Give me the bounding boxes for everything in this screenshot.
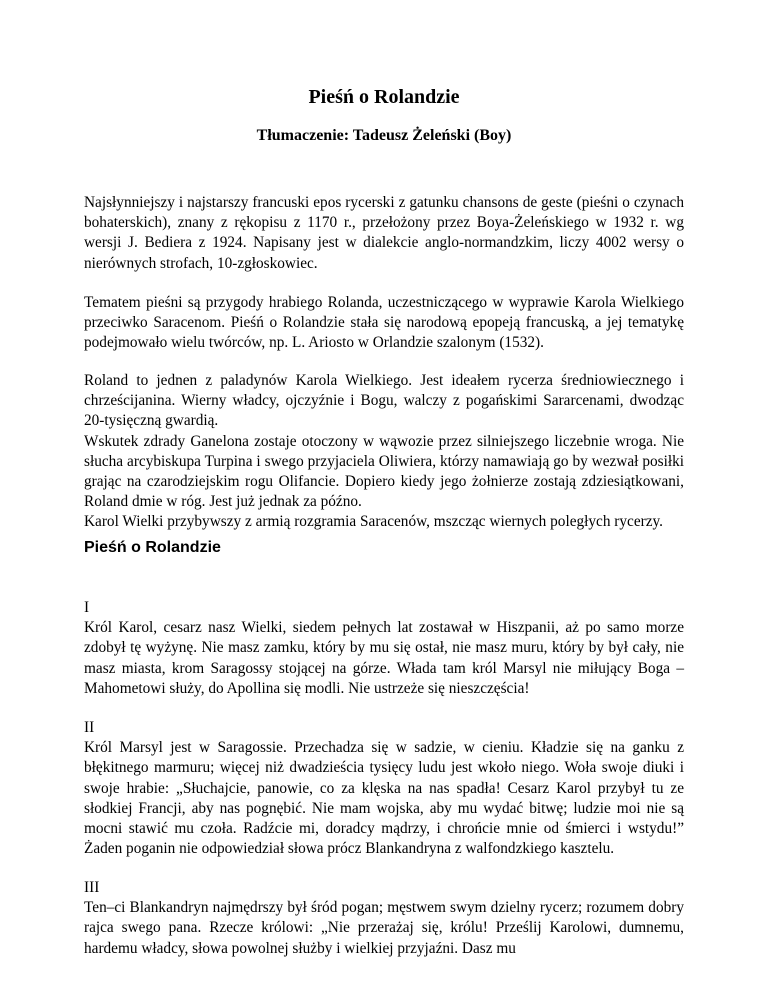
intro-ganelon-betrayal: Wskutek zdrady Ganelona zostaje otoczony w wąwozie przez silniejszego liczebnie wroga. Nie słucha arcybiskupa Turpina i swego przyjaciela Oliwiera, którzy namawiają go by wezwał posiłki grając na czarodziejskim rogu Olifancie. Dopiero kiedy jego żołnierze zostają zdziesiątkowani, Roland dmie w róg. Jest już jednak za późno. [84, 432, 684, 511]
intro-roland-description: Roland to jednen z paladynów Karola Wielkiego. Jest ideałem rycerza średniowiecznego i chrześcijanina. Wierny władcy, ojczyźnie i Bogu, walczy z pogańskimi Sararcenami, dwodząc 20-tysięczną gwardią. [84, 372, 684, 430]
translator-subtitle: Tłumaczenie: Tadeusz Żeleński (Boy) [256, 127, 512, 144]
stanza-1 [84, 598, 684, 699]
intro-paragraph-3 [84, 371, 684, 533]
page-title: Pieśń o Rolandzie [308, 86, 460, 108]
intro-charlemagne-revenge: Karol Wielki przybywszy z armią rozgramia Saracenów, mszcząc wiernych poległych rycerzy. [84, 513, 663, 531]
intro-paragraph-1: Najsłynniejszy i najstarszy francuski epos rycerski z gatunku chansons de geste (pieśni o czynach bohaterskich), znany z rękopisu z 1170 r., przełożony przez Boya-Żeleńskiego w 1932 r. wg wersji J. Bediera z 1924. Napisany jest w dialekcie anglo-normandzkim, liczy 4002 wersy o nierównych strofach, 10-zgłoskowiec. [84, 194, 684, 272]
stanza-3 [84, 878, 684, 959]
stanza-text: Ten–ci Blankandryn najmędrszy był śród pogan; męstwem swym dzielny rycerz; rozumem dobry rajca swego pana. Rzecze królowi: „Nie przerażaj się, królu! Prześlij Karolowi, dumnemu, hardemu władcy, słowa powolnej służby i wielkiej przyjaźni. Dasz mu [84, 899, 684, 957]
section-heading: Pieśń o Rolandzie [84, 539, 221, 556]
stanza-text: Król Karol, cesarz nasz Wielki, siedem pełnych lat zostawał w Hiszpanii, aż po samo morze zdobył tę wyżynę. Nie masz zamku, który by mu się ostał, nie masz muru, który by był cały, nie masz miasta, krom Saragossy stojącej na górze. Włada tam król Marsyl nie miłujący Boga – Mahometowi służy, do Apollina się modli. Nie ustrzeże się nieszczęścia! [84, 619, 684, 697]
stanza-number: II [84, 719, 95, 736]
intro-paragraph-2: Tematem pieśni są przygody hrabiego Rolanda, uczestniczącego w wyprawie Karola Wielkiego przeciwko Saracenom. Pieśń o Rolandzie stała się narodową epopeją francuską, a jej tematykę podejmowało wielu twórców, np. L. Ariosto w Orlandzie szalonym (1532). [84, 294, 684, 352]
stanza-number: III [84, 879, 100, 896]
stanza-text: Król Marsyl jest w Saragossie. Przechadza się w sadzie, w cieniu. Kładzie się na ganku z błękitnego marmuru; więcej niż dwadzieścia tysięcy ludu jest wkoło niego. Woła swoje diuki i swoje hrabie: „Słuchajcie, panowie, co za klęska na nas spadła! Cesarz Karol przybył tu ze słodkiej Francji, aby nas pognębić. Nie mam wojska, aby mu wydać bitwę; ludzie moi nie są mocni stawić mu czoła. Radźcie mi, doradcy mądrzy, i chrońcie mnie od śmierci i wstydu!” Żaden poganin nie odpowiedział słowa prócz Blankandryna z walfondzkiego kasztelu. [84, 739, 684, 858]
stanza-2 [84, 718, 684, 859]
stanza-number: I [84, 599, 90, 616]
